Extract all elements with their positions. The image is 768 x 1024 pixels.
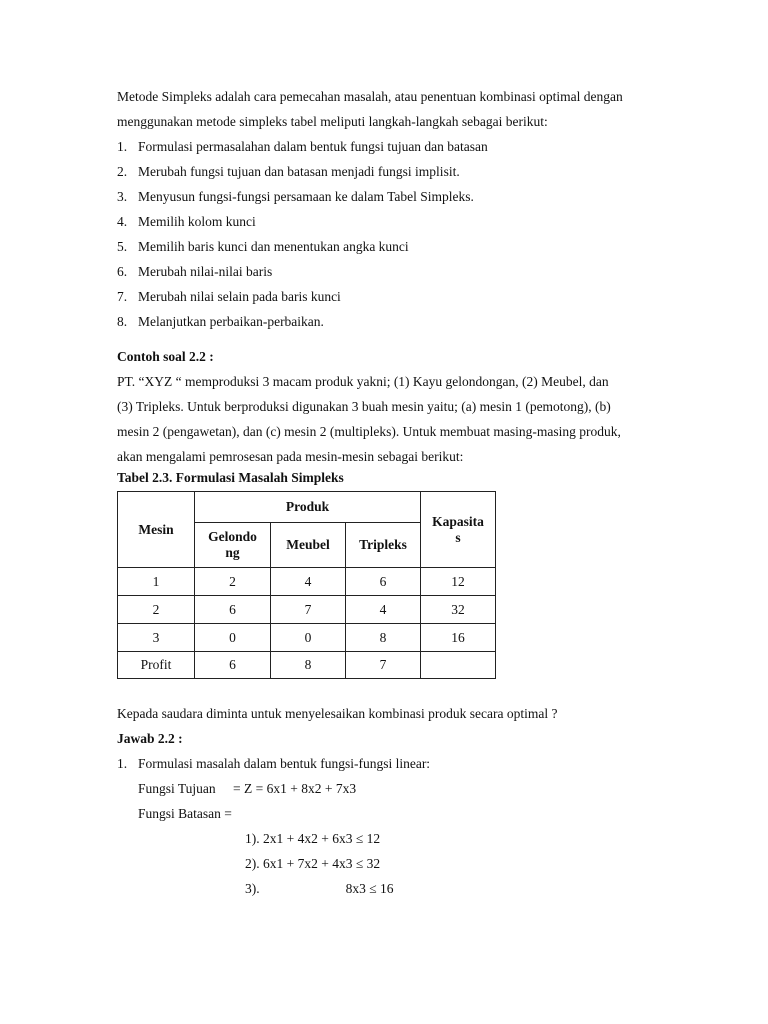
intro-line-1: Metode Simpleks adalah cara pemecahan masalah, atau penentuan kombinasi optimal dengan — [117, 89, 623, 104]
list-item: 3. Menyusun fungsi-fungsi persamaan ke dalam Tabel Simpleks. — [117, 189, 474, 204]
list-item: 1. Formulasi permasalahan dalam bentuk fungsi tujuan dan batasan — [117, 139, 488, 154]
list-item: 1. Formulasi masalah dalam bentuk fungsi-fungsi linear: — [117, 756, 431, 771]
table-row: 2 6 7 4 32 — [118, 596, 496, 624]
header-produk: Produk — [195, 492, 421, 523]
example-line-2: (3) Tripleks. Untuk berproduksi digunakan 3 buah mesin yaitu; (a) mesin 1 (pemotong), (b) — [117, 399, 611, 414]
table-caption: Tabel 2.3. Formulasi Masalah Simpleks — [117, 470, 344, 485]
example-line-3: mesin 2 (pengawetan), dan (c) mesin 2 (multipleks). Untuk membuat masing-masing produk, — [117, 424, 621, 439]
objective-function: Fungsi Tujuan = Z = 6x1 + 8x2 + 7x3 — [138, 781, 357, 796]
example-heading: Contoh soal 2.2 : — [117, 349, 214, 364]
example-line-1: PT. “XYZ “ memproduksi 3 macam produk yakni; (1) Kayu gelondongan, (2) Meubel, dan — [117, 374, 609, 389]
document-content — [117, 84, 662, 901]
constraint-3: 3). 8x3 ≤ 16 — [245, 881, 394, 896]
header-tripleks: Tripleks — [346, 523, 421, 568]
header-gelondong: Gelondo ng — [195, 523, 271, 568]
table-row: 3 0 0 8 16 — [118, 624, 496, 652]
answer-heading: Jawab 2.2 : — [117, 731, 183, 746]
answer-list — [117, 751, 662, 776]
list-item: 4. Memilih kolom kunci — [117, 214, 256, 229]
simplex-table — [117, 491, 496, 679]
header-meubel: Meubel — [271, 523, 346, 568]
list-item: 2. Merubah fungsi tujuan dan batasan menjadi fungsi implisit. — [117, 164, 460, 179]
example-line-4: akan mengalami pemrosesan pada mesin-mesin sebagai berikut: — [117, 449, 464, 464]
constraint-1: 1). 2x1 + 4x2 + 6x3 ≤ 12 — [245, 831, 381, 846]
constraint-label: Fungsi Batasan = — [138, 806, 232, 821]
constraint-2: 2). 6x1 + 7x2 + 4x3 ≤ 32 — [245, 856, 381, 871]
list-item: 7. Merubah nilai selain pada baris kunci — [117, 289, 341, 304]
question-text: Kepada saudara diminta untuk menyelesaikan kombinasi produk secara optimal ? — [117, 706, 558, 721]
header-mesin: Mesin — [118, 492, 195, 568]
table-row-profit: Profit 6 8 7 — [118, 652, 496, 679]
steps-list — [117, 134, 662, 334]
list-item: 6. Merubah nilai-nilai baris — [117, 264, 273, 279]
header-kapasitas: Kapasita s — [421, 492, 496, 568]
table-row: 1 2 4 6 12 — [118, 568, 496, 596]
list-item: 8. Melanjutkan perbaikan-perbaikan. — [117, 314, 324, 329]
list-item: 5. Memilih baris kunci dan menentukan angka kunci — [117, 239, 409, 254]
intro-line-2: menggunakan metode simpleks tabel meliputi langkah-langkah sebagai berikut: — [117, 114, 548, 129]
